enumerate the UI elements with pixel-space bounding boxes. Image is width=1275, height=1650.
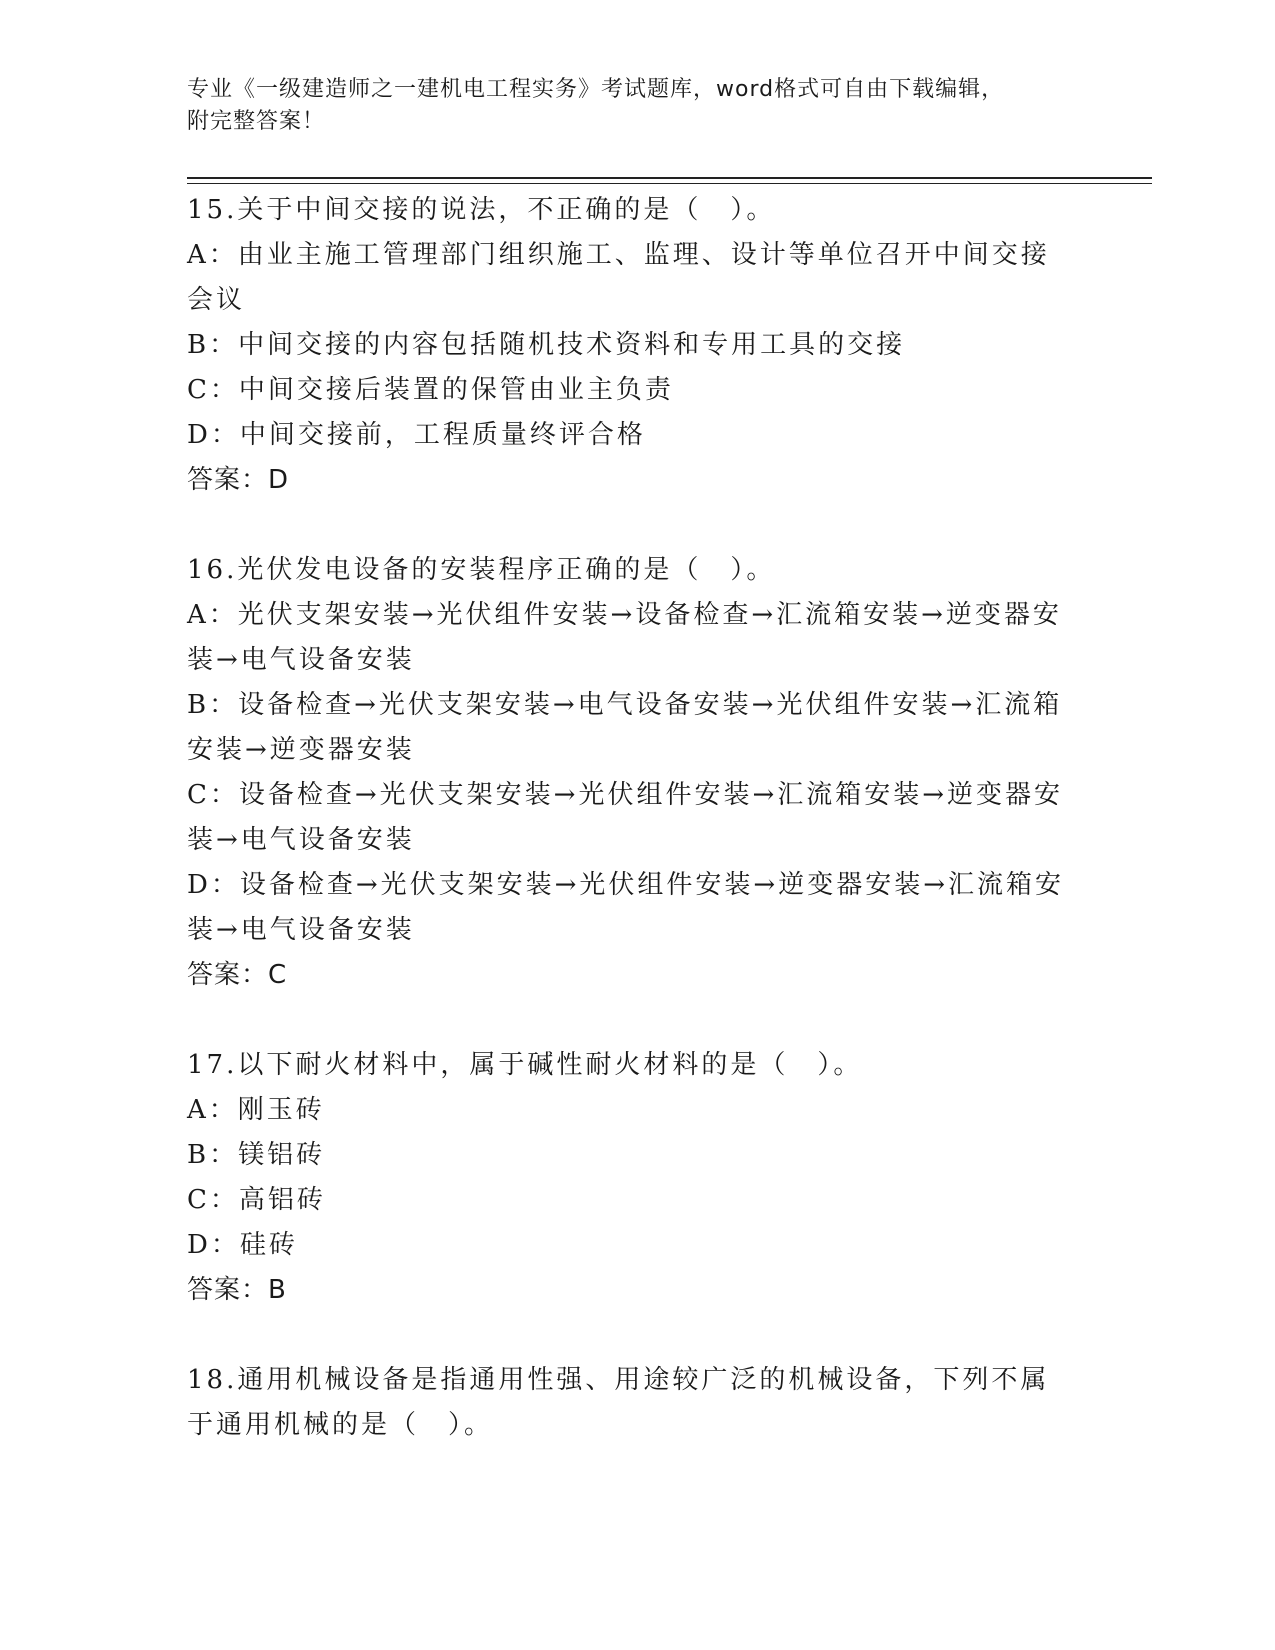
option-a: A：由业主施工管理部门组织施工、监理、设计等单位召开中间交接会议	[187, 240, 1050, 315]
answer: 答案：C	[187, 960, 288, 990]
option-d: D：设备检查→光伏支架安装→光伏组件安装→逆变器安装→汇流箱安装→电气设备安装	[187, 870, 1064, 945]
question-18	[187, 1358, 1072, 1448]
answer: 答案：D	[187, 465, 290, 495]
option-c: C：高铝砖	[187, 1185, 326, 1215]
option-a: A：刚玉砖	[187, 1095, 325, 1125]
question-stem: 18.通用机械设备是指通用性强、用途较广泛的机械设备，下列不属于通用机械的是（ ）。	[187, 1365, 1050, 1440]
header-divider-thick	[187, 177, 1152, 179]
option-d: D：中间交接前，工程质量终评合格	[187, 420, 646, 450]
option-c: C：中间交接后装置的保管由业主负责	[187, 375, 674, 405]
option-b: B：中间交接的内容包括随机技术资料和专用工具的交接	[187, 330, 906, 360]
document-header	[187, 74, 1067, 138]
header-divider-thin	[187, 183, 1152, 184]
question-15	[187, 188, 1072, 503]
option-b: B：镁铝砖	[187, 1140, 326, 1170]
option-b: B：设备检查→光伏支架安装→电气设备安装→光伏组件安装→汇流箱安装→逆变器安装	[187, 690, 1063, 765]
question-17	[187, 1043, 1072, 1313]
question-list	[187, 188, 1072, 1493]
header-line-2: 附完整答案！	[187, 109, 326, 134]
question-stem: 15.关于中间交接的说法，不正确的是（ ）。	[187, 195, 776, 225]
question-stem: 16.光伏发电设备的安装程序正确的是（ ）。	[187, 555, 776, 585]
question-stem: 17.以下耐火材料中，属于碱性耐火材料的是（ ）。	[187, 1050, 863, 1080]
question-16	[187, 548, 1072, 998]
option-a: A：光伏支架安装→光伏组件安装→设备检查→汇流箱安装→逆变器安装→电气设备安装	[187, 600, 1062, 675]
answer: 答案：B	[187, 1275, 287, 1305]
option-d: D：硅砖	[187, 1230, 298, 1260]
option-c: C：设备检查→光伏支架安装→光伏组件安装→汇流箱安装→逆变器安装→电气设备安装	[187, 780, 1064, 855]
header-line-1: 专业《一级建造师之一建机电工程实务》考试题库，word格式可自由下载编辑，	[187, 77, 1005, 102]
